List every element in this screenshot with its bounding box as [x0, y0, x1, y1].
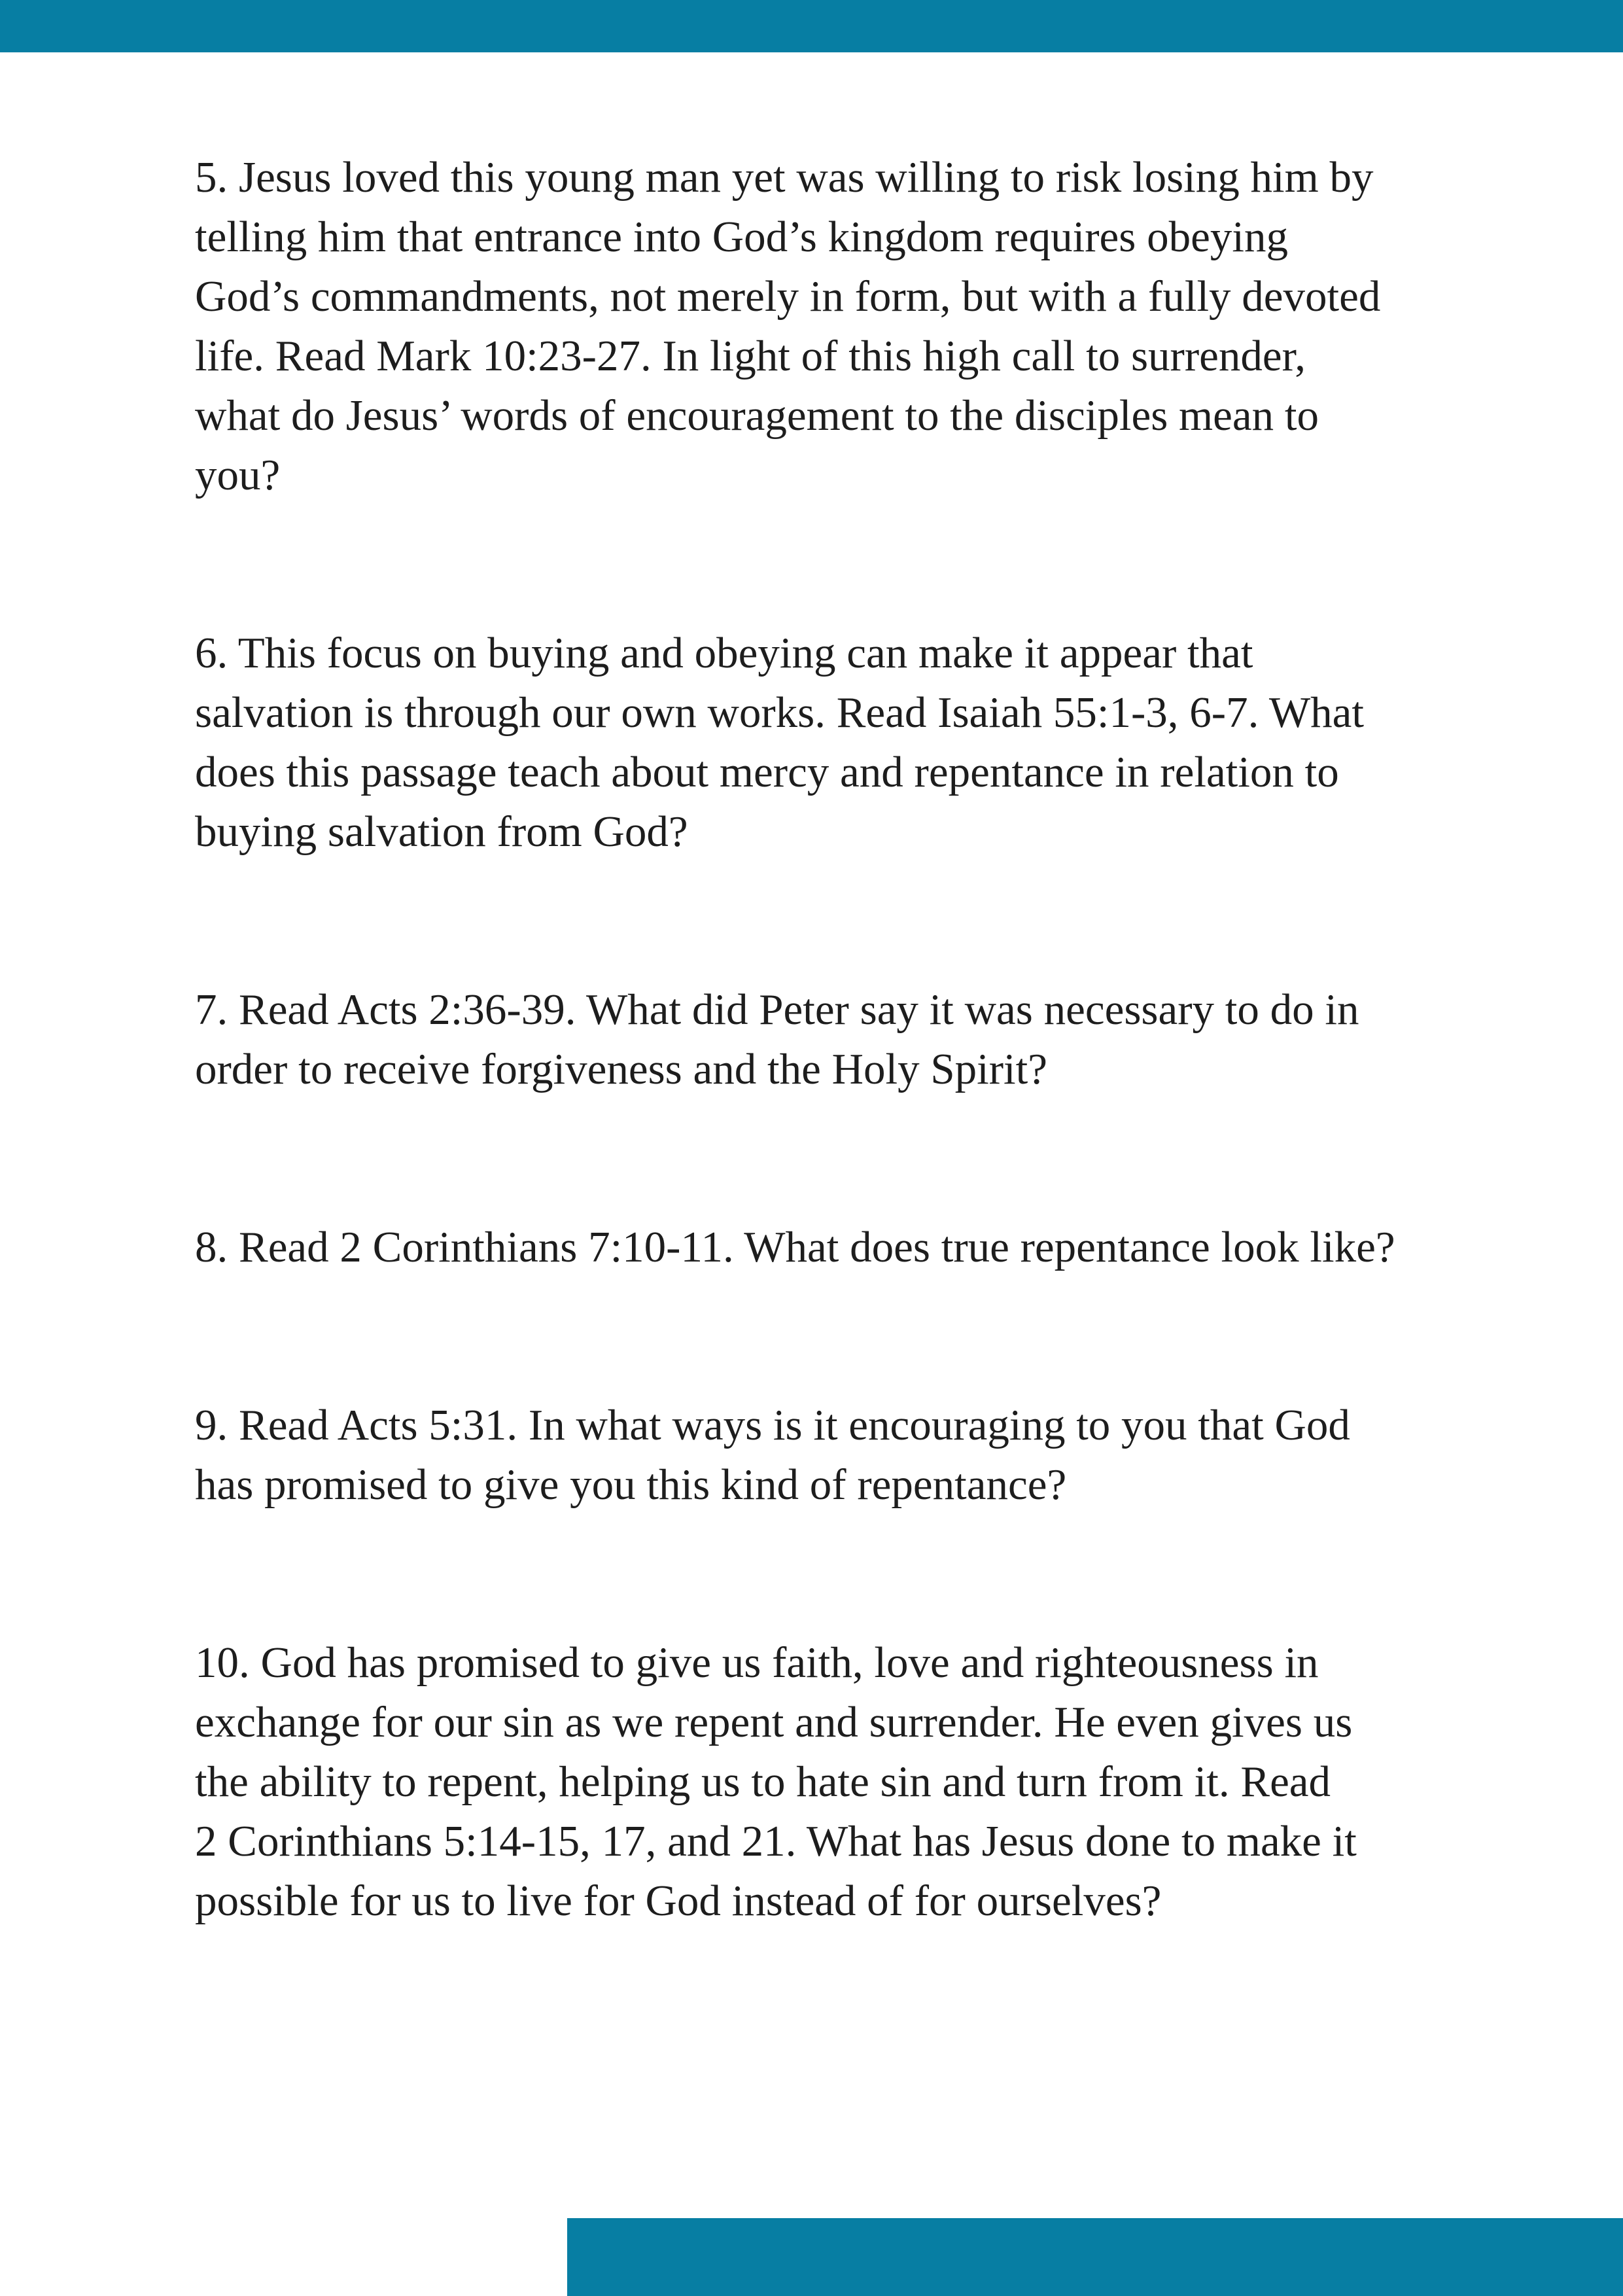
top-accent-bar [0, 0, 1623, 52]
question-10: 10. God has promised to give us faith, love and righteousness in exchange for our sin as we repent and surrender. He even gives us the ability to repent, helping us to hate sin and turn from it. Read 2 Corinthians 5:14-15, 17, and 21. What has Jesus done to make it possible for us to live for God instead of for ourselves? [195, 1638, 1357, 1925]
question-6: 6. This focus on buying and obeying can make it appear that salvation is through our own works. Read Isaiah 55:1-3, 6-7. What does this passage teach about mercy and repentance in relation to buying salvation from God? [195, 629, 1364, 856]
question-5: 5. Jesus loved this young man yet was willing to risk losing him by telling him that entrance into God’s kingdom requires obeying God’s commandments, not merely in form, but with a fully devoted life. Read Mark 10:23-27. In light of this high call to surrender, what do Jesus’ words of encouragement to the disciples mean to you? [195, 153, 1381, 499]
question-8: 8. Read 2 Corinthians 7:10-11. What does true repentance look like? [195, 1223, 1395, 1271]
question-7: 7. Read Acts 2:36-39. What did Peter say it was necessary to do in order to receive forgiveness and the Holy Spirit? [195, 985, 1359, 1093]
bottom-accent-bar [567, 2218, 1623, 2296]
question-list [195, 148, 1477, 1931]
question-9: 9. Read Acts 5:31. In what ways is it encouraging to you that God has promised to give you this kind of repentance? [195, 1401, 1350, 1509]
